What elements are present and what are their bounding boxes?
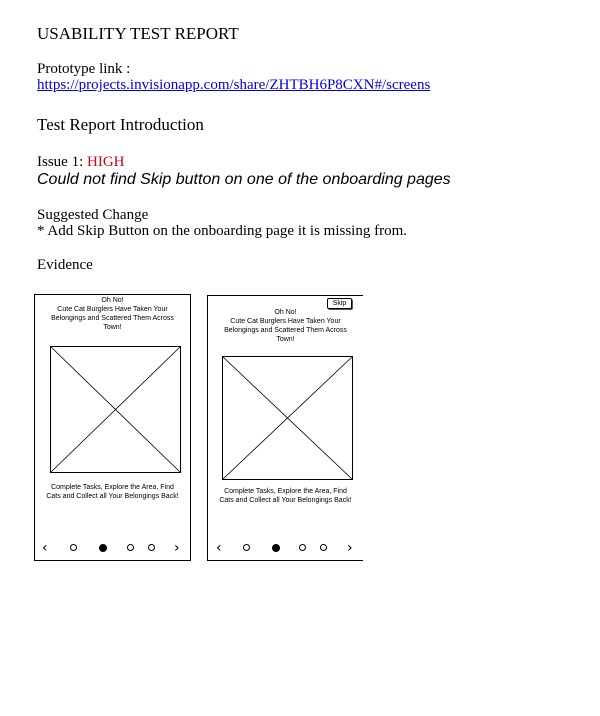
report-title: USABILITY TEST REPORT (37, 24, 239, 43)
onboarding-pager (208, 541, 363, 555)
prototype-link[interactable]: https://projects.invisionapp.com/share/ZHTBH6P8CXN#/screens (37, 77, 431, 93)
issue-heading (37, 154, 125, 171)
onboarding-pager (35, 541, 190, 555)
intro-heading: Test Report Introduction (37, 115, 204, 134)
onboarding-top-text: Oh No! Cute Cat Burglers Have Taken Your Belongings and Scattered Them Across Town! (51, 297, 174, 331)
chevron-right-icon[interactable]: › (347, 540, 353, 556)
issue-description: Could not find Skip button on one of the onboarding pages (37, 171, 451, 188)
prototype-label: Prototype link : (37, 61, 131, 77)
evidence-label: Evidence (37, 257, 93, 273)
chevron-right-icon[interactable]: › (174, 540, 180, 556)
onboarding-top-text: Oh No! Cute Cat Burglers Have Taken Your Belongings and Scattered Them Across Town! (224, 309, 347, 343)
onboarding-bottom-text: Complete Tasks, Explore the Area, Find Cats and Collect all Your Belongings Back! (46, 484, 179, 500)
issue-label: Issue 1: (37, 154, 87, 170)
issue-severity: HIGH (87, 154, 125, 170)
chevron-left-icon[interactable]: ‹ (42, 540, 48, 556)
evidence-screen-missing-skip (34, 294, 191, 561)
pager-dot[interactable] (148, 544, 155, 551)
image-placeholder (222, 356, 353, 480)
onboarding-bottom-text: Complete Tasks, Explore the Area, Find Cats and Collect all Your Belongings Back! (219, 488, 352, 504)
pager-dot-active[interactable] (272, 544, 280, 552)
pager-dot[interactable] (299, 544, 306, 551)
pager-dot[interactable] (127, 544, 134, 551)
pager-dot[interactable] (70, 544, 77, 551)
chevron-left-icon[interactable]: ‹ (216, 540, 222, 556)
suggested-change-label: Suggested Change (37, 207, 149, 223)
pager-dot-active[interactable] (99, 544, 107, 552)
image-placeholder (50, 346, 181, 473)
skip-button[interactable]: Skip (327, 298, 352, 309)
evidence-screen-with-skip (207, 295, 363, 561)
pager-dot[interactable] (320, 544, 327, 551)
suggested-change-item: * Add Skip Button on the onboarding page it is missing from. (37, 223, 407, 239)
pager-dot[interactable] (243, 544, 250, 551)
